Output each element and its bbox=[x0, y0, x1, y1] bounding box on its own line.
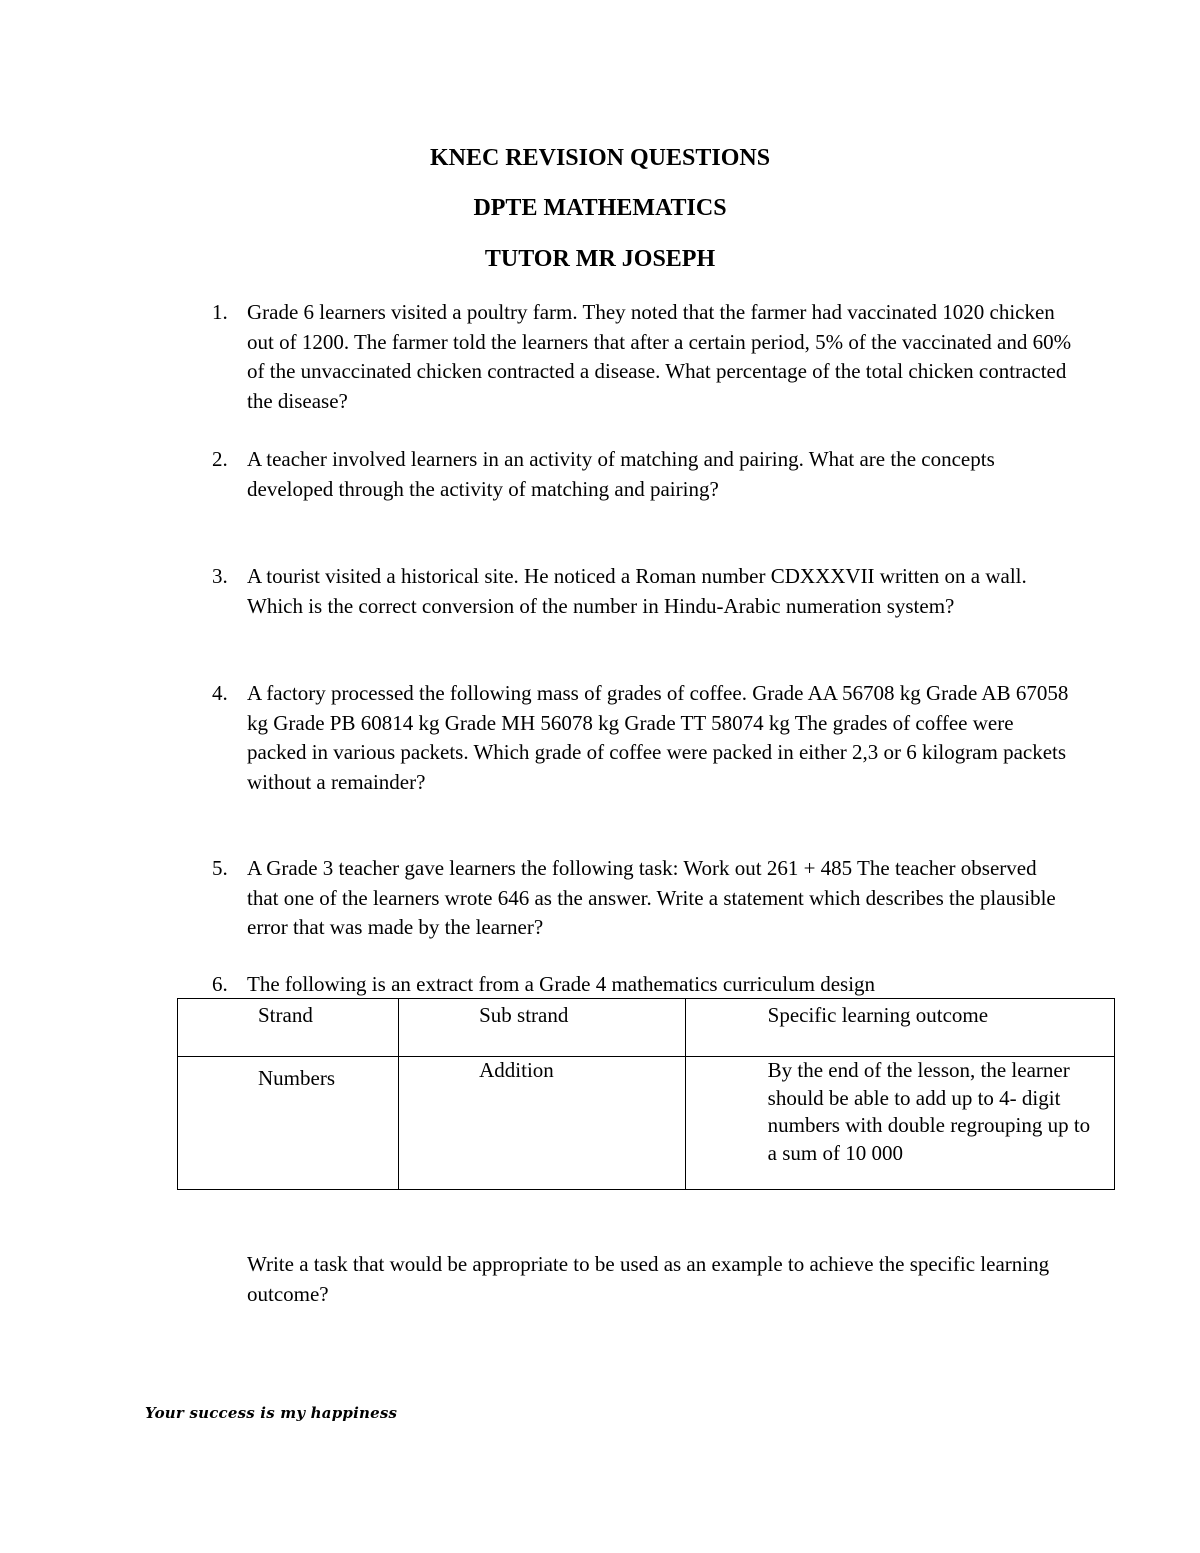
question-number: 6. bbox=[212, 972, 228, 996]
question-text: Grade 6 learners visited a poultry farm. They noted that the farmer had vaccinated 1020 chicken out of 1200. The farmer told the learners that after a certain period, 5% of the vaccinated and 60% of the unvaccinated chicken contracted a disease. What percentage of the total chicken contracted the disease? bbox=[247, 300, 1072, 413]
question-number: 4. bbox=[212, 681, 228, 705]
question-5 bbox=[212, 854, 1072, 943]
question-6 bbox=[212, 970, 1072, 1000]
table-row bbox=[178, 1057, 1115, 1190]
cell-strand: Numbers bbox=[178, 1057, 399, 1190]
followup-question: Write a task that would be appropriate to be used as an example to achieve the specific learning outcome? bbox=[247, 1252, 1050, 1306]
curriculum-design-table bbox=[177, 998, 1115, 1190]
question-text: A factory processed the following mass of grades of coffee. Grade AA 56708 kg Grade AB 67058 kg Grade PB 60814 kg Grade MH 56078 kg Grade TT 58074 kg The grades of coffee were packed in various packets. Which grade of coffee were packed in either 2,3 or 6 kilogram packets without a remainder? bbox=[247, 681, 1069, 794]
question-number: 1. bbox=[212, 300, 228, 324]
question-text: A tourist visited a historical site. He noticed a Roman number CDXXXVII written on a wall. Which is the correct conversion of the number in Hindu-Arabic numeration system? bbox=[247, 564, 1027, 618]
header-strand: Strand bbox=[178, 999, 399, 1057]
footer-motto: Your success is my happiness bbox=[145, 1404, 398, 1422]
header-learning-outcome: Specific learning outcome bbox=[685, 999, 1114, 1057]
header-sub-strand: Sub strand bbox=[399, 999, 686, 1057]
table-header-row bbox=[178, 999, 1115, 1057]
question-number: 5. bbox=[212, 856, 228, 880]
question-1 bbox=[212, 298, 1072, 416]
question-text: A Grade 3 teacher gave learners the following task: Work out 261 + 485 The teacher observed that one of the learners wrote 646 as the answer. Write a statement which describes the plausible error that was made by the learner? bbox=[247, 856, 1056, 940]
cell-sub-strand: Addition bbox=[399, 1057, 686, 1190]
course-title: DPTE MATHEMATICS bbox=[473, 195, 727, 221]
question-text: The following is an extract from a Grade 4 mathematics curriculum design bbox=[247, 972, 876, 996]
question-text: A teacher involved learners in an activity of matching and pairing. What are the concepts developed through the activity of matching and pairing? bbox=[247, 447, 995, 501]
tutor-name: TUTOR MR JOSEPH bbox=[484, 246, 716, 272]
question-number: 2. bbox=[212, 447, 228, 471]
question-3 bbox=[212, 562, 1072, 621]
cell-learning-outcome: By the end of the lesson, the learner should be able to add up to 4- digit numbers with double regrouping up to a sum of 10 000 bbox=[685, 1057, 1114, 1190]
question-2 bbox=[212, 445, 1072, 504]
question-number: 3. bbox=[212, 564, 228, 588]
document-title: KNEC REVISION QUESTIONS bbox=[429, 145, 771, 171]
question-4 bbox=[212, 679, 1072, 797]
